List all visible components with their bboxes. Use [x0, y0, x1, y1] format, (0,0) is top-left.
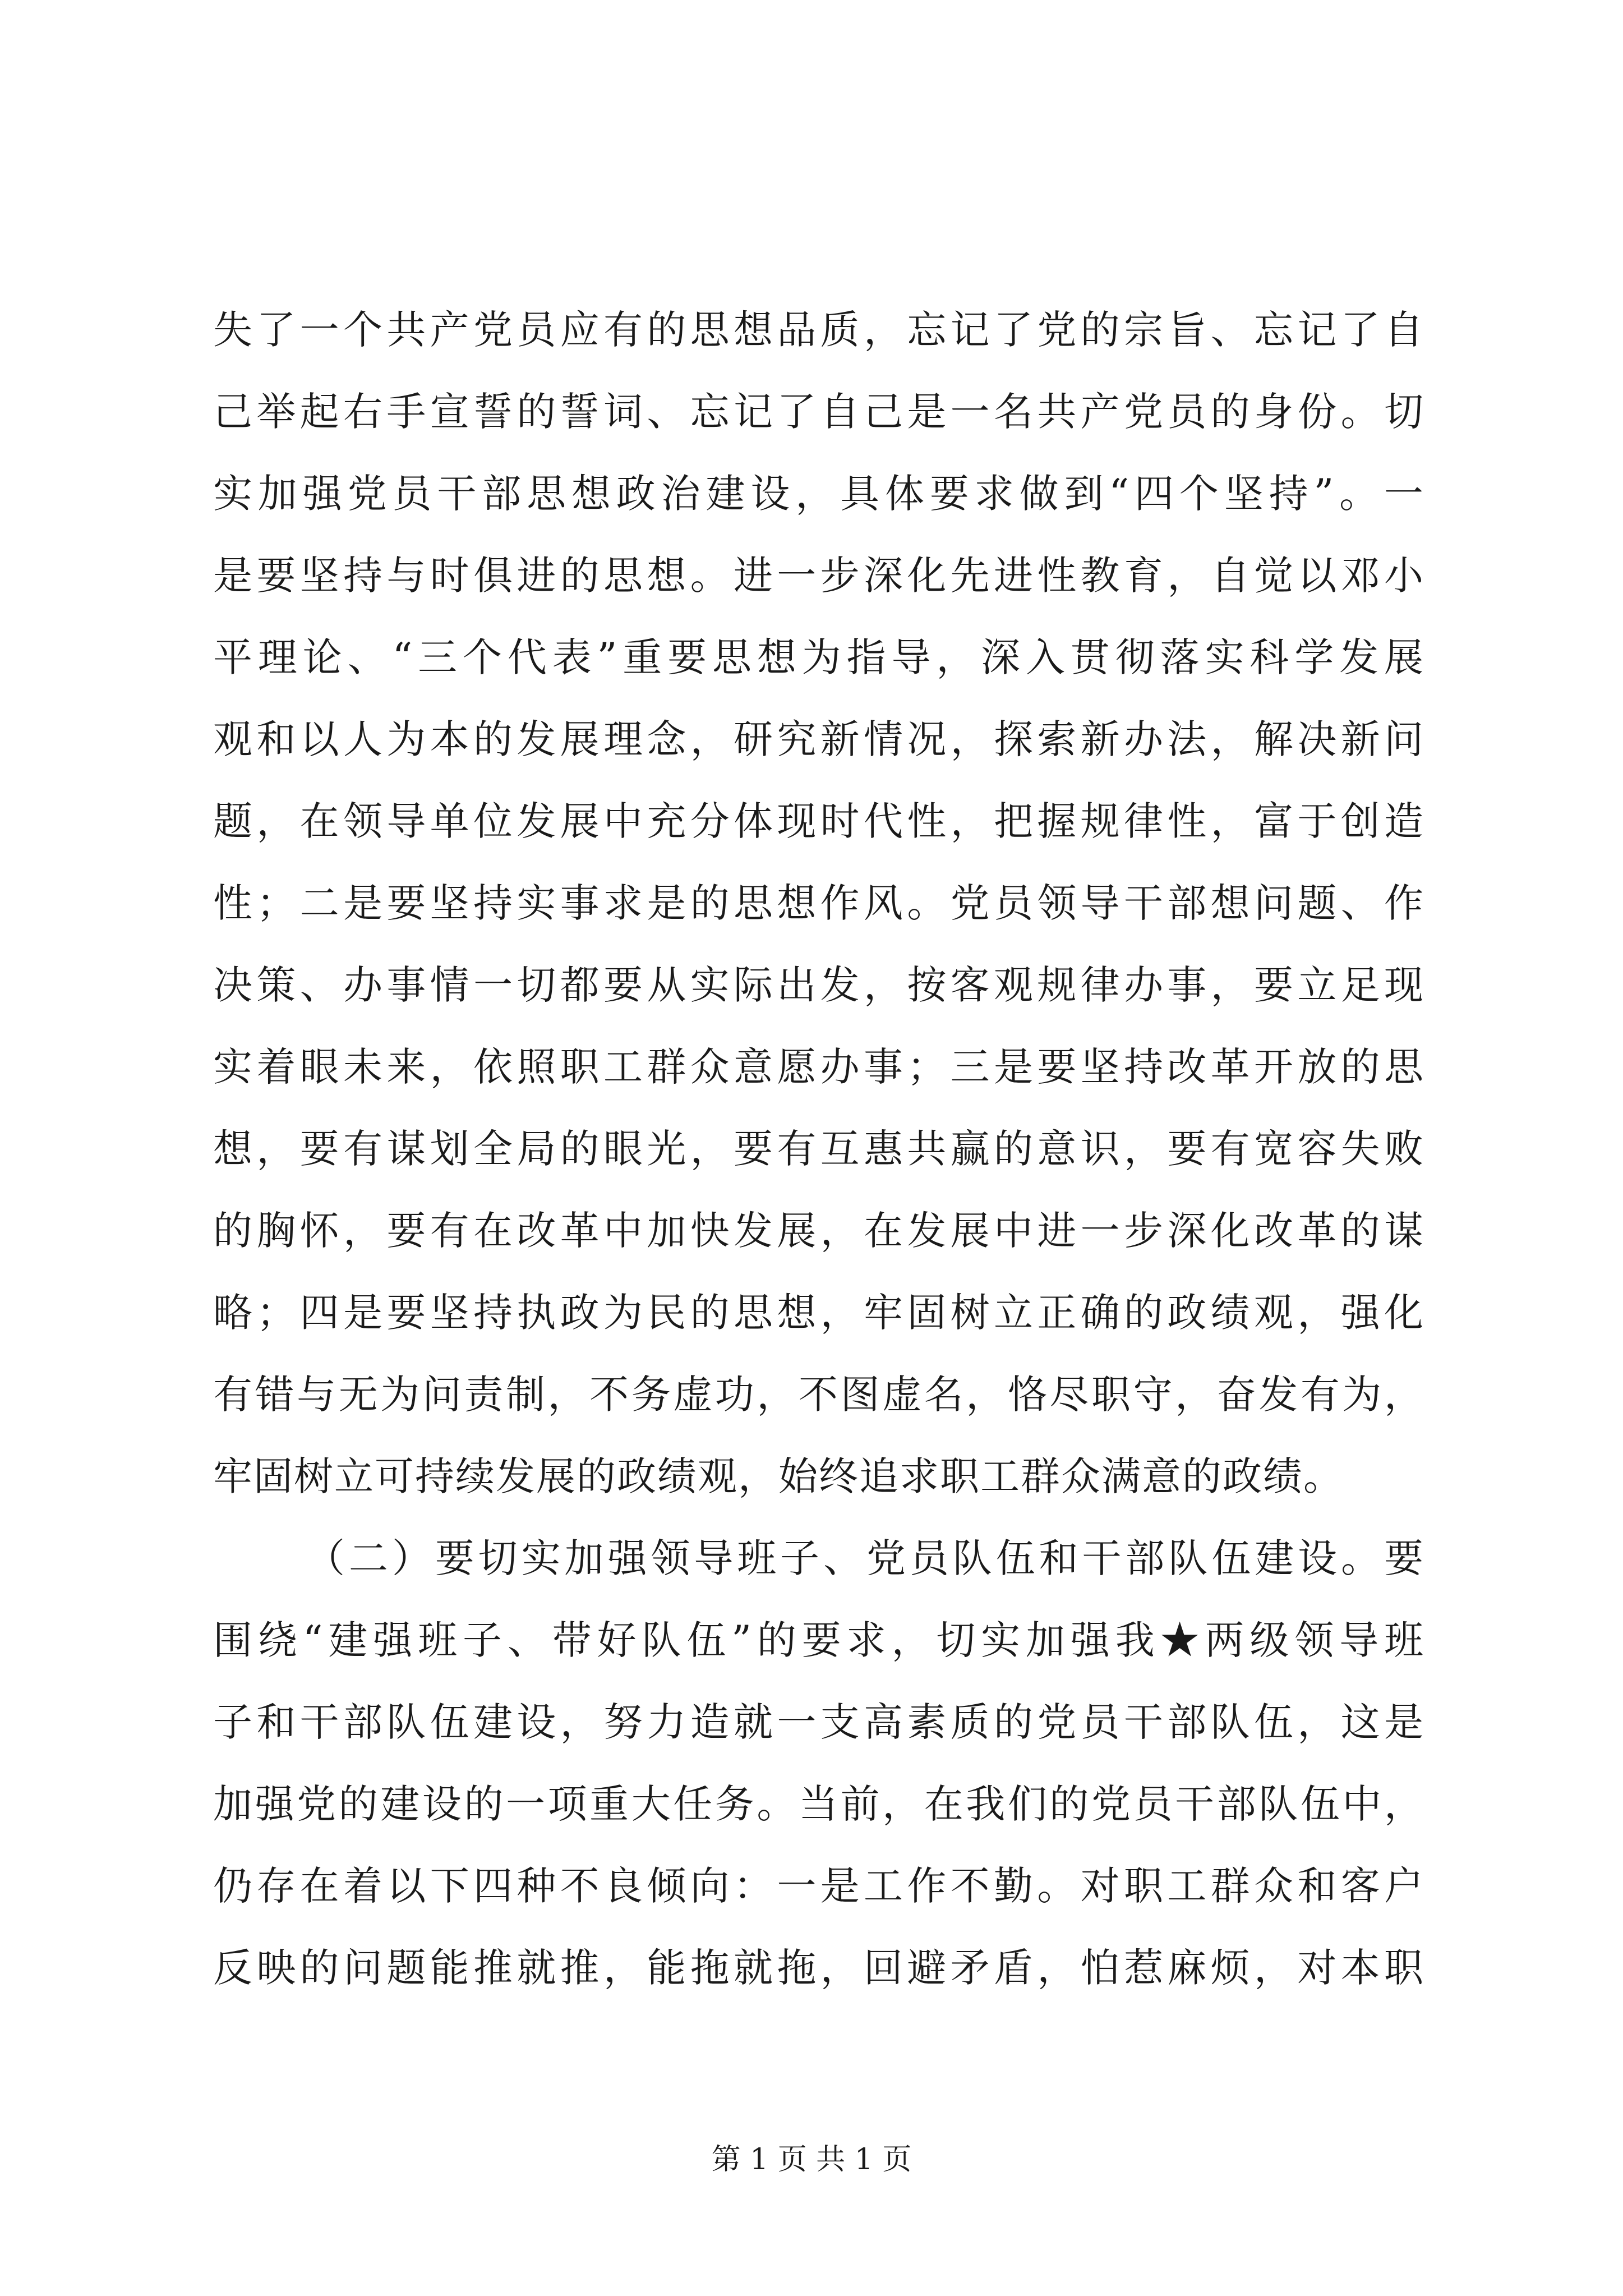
text-line-18: 子和干部队伍建设，努力造就一支高素质的党员干部队伍，这是: [213, 1699, 1424, 1745]
text-line-8: 性；二是要坚持实事求是的思想作风。党员领导干部想问题、作: [213, 880, 1424, 926]
text-line-9: 决策、办事情一切都要从实际出发，按客观规律办事，要立足现: [213, 962, 1424, 1008]
text-line-16: （二）要切实加强领导班子、党员队伍和干部队伍建设。要: [306, 1535, 1424, 1581]
text-line-10: 实着眼未来，依照职工群众意愿办事；三是要坚持改革开放的思: [213, 1044, 1424, 1090]
text-line-4: 是要坚持与时俱进的思想。进一步深化先进性教育，自觉以邓小: [213, 553, 1424, 599]
page-number: 第 1 页 共 1 页: [711, 2143, 912, 2177]
text-line-17: 围绕“建强班子、带好队伍”的要求，切实加强我★两级领导班: [213, 1617, 1424, 1663]
text-line-7: 题，在领导单位发展中充分体现时代性，把握规律性，富于创造: [213, 798, 1424, 844]
text-line-11: 想，要有谋划全局的眼光，要有互惠共赢的意识，要有宽容失败: [213, 1126, 1424, 1172]
text-line-13: 略；四是要坚持执政为民的思想，牢固树立正确的政绩观，强化: [213, 1290, 1424, 1336]
text-line-15: 牢固树立可持续发展的政绩观，始终追求职工群众满意的政绩。: [213, 1453, 1344, 1499]
page-footer: [0, 2140, 1623, 2179]
text-line-19: 加强党的建设的一项重大任务。当前，在我们的党员干部队伍中，: [213, 1781, 1424, 1827]
text-line-2: 己举起右手宣誓的誓词、忘记了自己是一名共产党员的身份。切: [213, 389, 1424, 435]
text-line-14: 有错与无为问责制，不务虚功，不图虚名，恪尽职守，奋发有为，: [213, 1372, 1424, 1418]
text-line-20: 仍存在着以下四种不良倾向：一是工作不勤。对职工群众和客户: [213, 1863, 1424, 1909]
document-body: [213, 289, 1424, 2009]
text-line-21: 反映的问题能推就推，能拖就拖，回避矛盾，怕惹麻烦，对本职: [213, 1945, 1424, 1991]
text-line-6: 观和以人为本的发展理念，研究新情况，探索新办法，解决新问: [213, 716, 1424, 762]
text-line-1: 失了一个共产党员应有的思想品质，忘记了党的宗旨、忘记了自: [213, 307, 1424, 353]
text-line-3: 实加强党员干部思想政治建设，具体要求做到“四个坚持”。一: [213, 471, 1424, 517]
text-line-12: 的胸怀，要有在改革中加快发展，在发展中进一步深化改革的谋: [213, 1208, 1424, 1254]
text-line-5: 平理论、“三个代表”重要思想为指导，深入贯彻落实科学发展: [213, 634, 1424, 680]
